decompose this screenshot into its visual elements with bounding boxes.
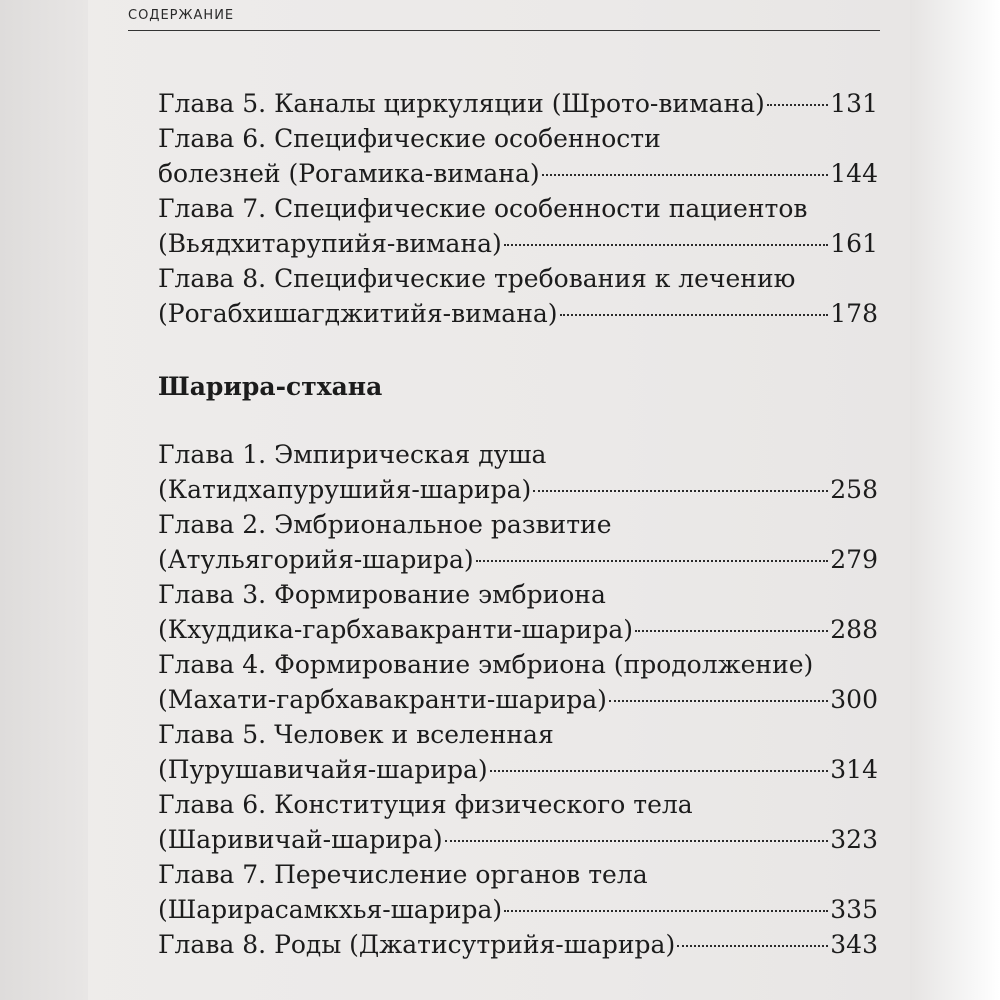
toc-entry-line <box>158 892 878 927</box>
dot-leader <box>767 104 829 106</box>
dot-leader <box>533 490 828 492</box>
toc-entry-title: Глава 6. Конституция физического тела <box>158 790 693 819</box>
dot-leader <box>542 174 829 176</box>
page-number: 288 <box>830 615 878 644</box>
dot-leader <box>504 910 828 912</box>
toc-entry-text: (Вьядхитарупийя-вимана) <box>158 229 502 258</box>
running-head <box>128 2 880 31</box>
toc-entry-title: Глава 3. Формирование эмбриона <box>158 580 606 609</box>
page-number: 161 <box>830 229 878 258</box>
toc-entry-text: (Шарирасамкхья-шарира) <box>158 895 503 924</box>
page-shadow-left <box>0 0 88 1000</box>
toc-entry-text: болезней (Рогамика-вимана) <box>158 159 540 188</box>
toc-entry-text: Глава 5. Каналы циркуляции (Шрото-вимана) <box>158 89 765 118</box>
page-number: 131 <box>830 89 878 118</box>
toc-entry-title: Глава 5. Человек и вселенная <box>158 720 554 749</box>
toc-entry-title: Глава 1. Эмпирическая душа <box>158 440 547 469</box>
page-number: 178 <box>830 299 878 328</box>
toc-entry-line <box>158 472 878 507</box>
page-number: 258 <box>830 475 878 504</box>
dot-leader <box>609 700 828 702</box>
dot-leader <box>635 630 828 632</box>
dot-leader <box>504 244 829 246</box>
toc-entry-title: Глава 7. Специфические особенности пациентов <box>158 194 808 223</box>
toc-entry <box>158 507 878 577</box>
toc-entry-text: (Атульягорийя-шарира) <box>158 545 474 574</box>
toc-entry-text: (Пурушавичайя-шарира) <box>158 755 488 784</box>
toc-entry-title: Глава 2. Эмбриональное развитие <box>158 510 612 539</box>
running-head-text: СОДЕРЖАНИЕ <box>128 8 235 23</box>
page-number: 335 <box>830 895 878 924</box>
page-number: 314 <box>830 755 878 784</box>
dot-leader <box>476 560 829 562</box>
toc-entry <box>158 787 878 857</box>
toc-entry <box>158 857 878 927</box>
toc-entry-line <box>158 226 878 261</box>
page-number: 343 <box>830 930 878 959</box>
toc-entry-text: (Кхуддика-гарбхавакранти-шарира) <box>158 615 633 644</box>
table-of-contents <box>158 86 878 962</box>
toc-entry <box>158 121 878 191</box>
toc-entry-line <box>158 86 878 121</box>
toc-entry <box>158 261 878 331</box>
toc-entry <box>158 191 878 261</box>
toc-entry <box>158 437 878 507</box>
toc-entry-title: Глава 8. Специфические требования к лечению <box>158 264 796 293</box>
toc-entry-title: Глава 4. Формирование эмбриона (продолжение) <box>158 650 814 679</box>
page-edge-right <box>910 0 1000 1000</box>
dot-leader <box>677 945 828 947</box>
page-number: 144 <box>830 159 878 188</box>
page-number: 279 <box>830 545 878 574</box>
toc-entry <box>158 577 878 647</box>
toc-entry-title: Глава 7. Перечисление органов тела <box>158 860 648 889</box>
toc-entry-text: (Катидхапурушийя-шарира) <box>158 475 532 504</box>
dot-leader <box>445 840 829 842</box>
toc-entry-text: (Махати-гарбхавакранти-шарира) <box>158 685 607 714</box>
dot-leader <box>490 770 829 772</box>
toc-entry-line <box>158 612 878 647</box>
toc-entry-text: (Шаривичай-шарира) <box>158 825 443 854</box>
toc-entry-title: Глава 6. Специфические особенности <box>158 124 661 153</box>
toc-entry <box>158 927 878 962</box>
toc-entry-line <box>158 542 878 577</box>
toc-entry-text: (Рогабхишагджитийя-вимана) <box>158 299 558 328</box>
toc-entry-text: Глава 8. Роды (Джатисутрийя-шарира) <box>158 930 676 959</box>
toc-entry <box>158 647 878 717</box>
toc-entry-line <box>158 296 878 331</box>
toc-entry <box>158 717 878 787</box>
toc-entry-line <box>158 752 878 787</box>
toc-entry-line <box>158 822 878 857</box>
dot-leader <box>560 314 829 316</box>
toc-entry <box>158 86 878 121</box>
toc-entry-line <box>158 682 878 717</box>
page-number: 300 <box>830 685 878 714</box>
toc-entry-line <box>158 927 878 962</box>
page-number: 323 <box>830 825 878 854</box>
section-title: Шарира-стхана <box>158 372 383 401</box>
toc-entry-line <box>158 156 878 191</box>
